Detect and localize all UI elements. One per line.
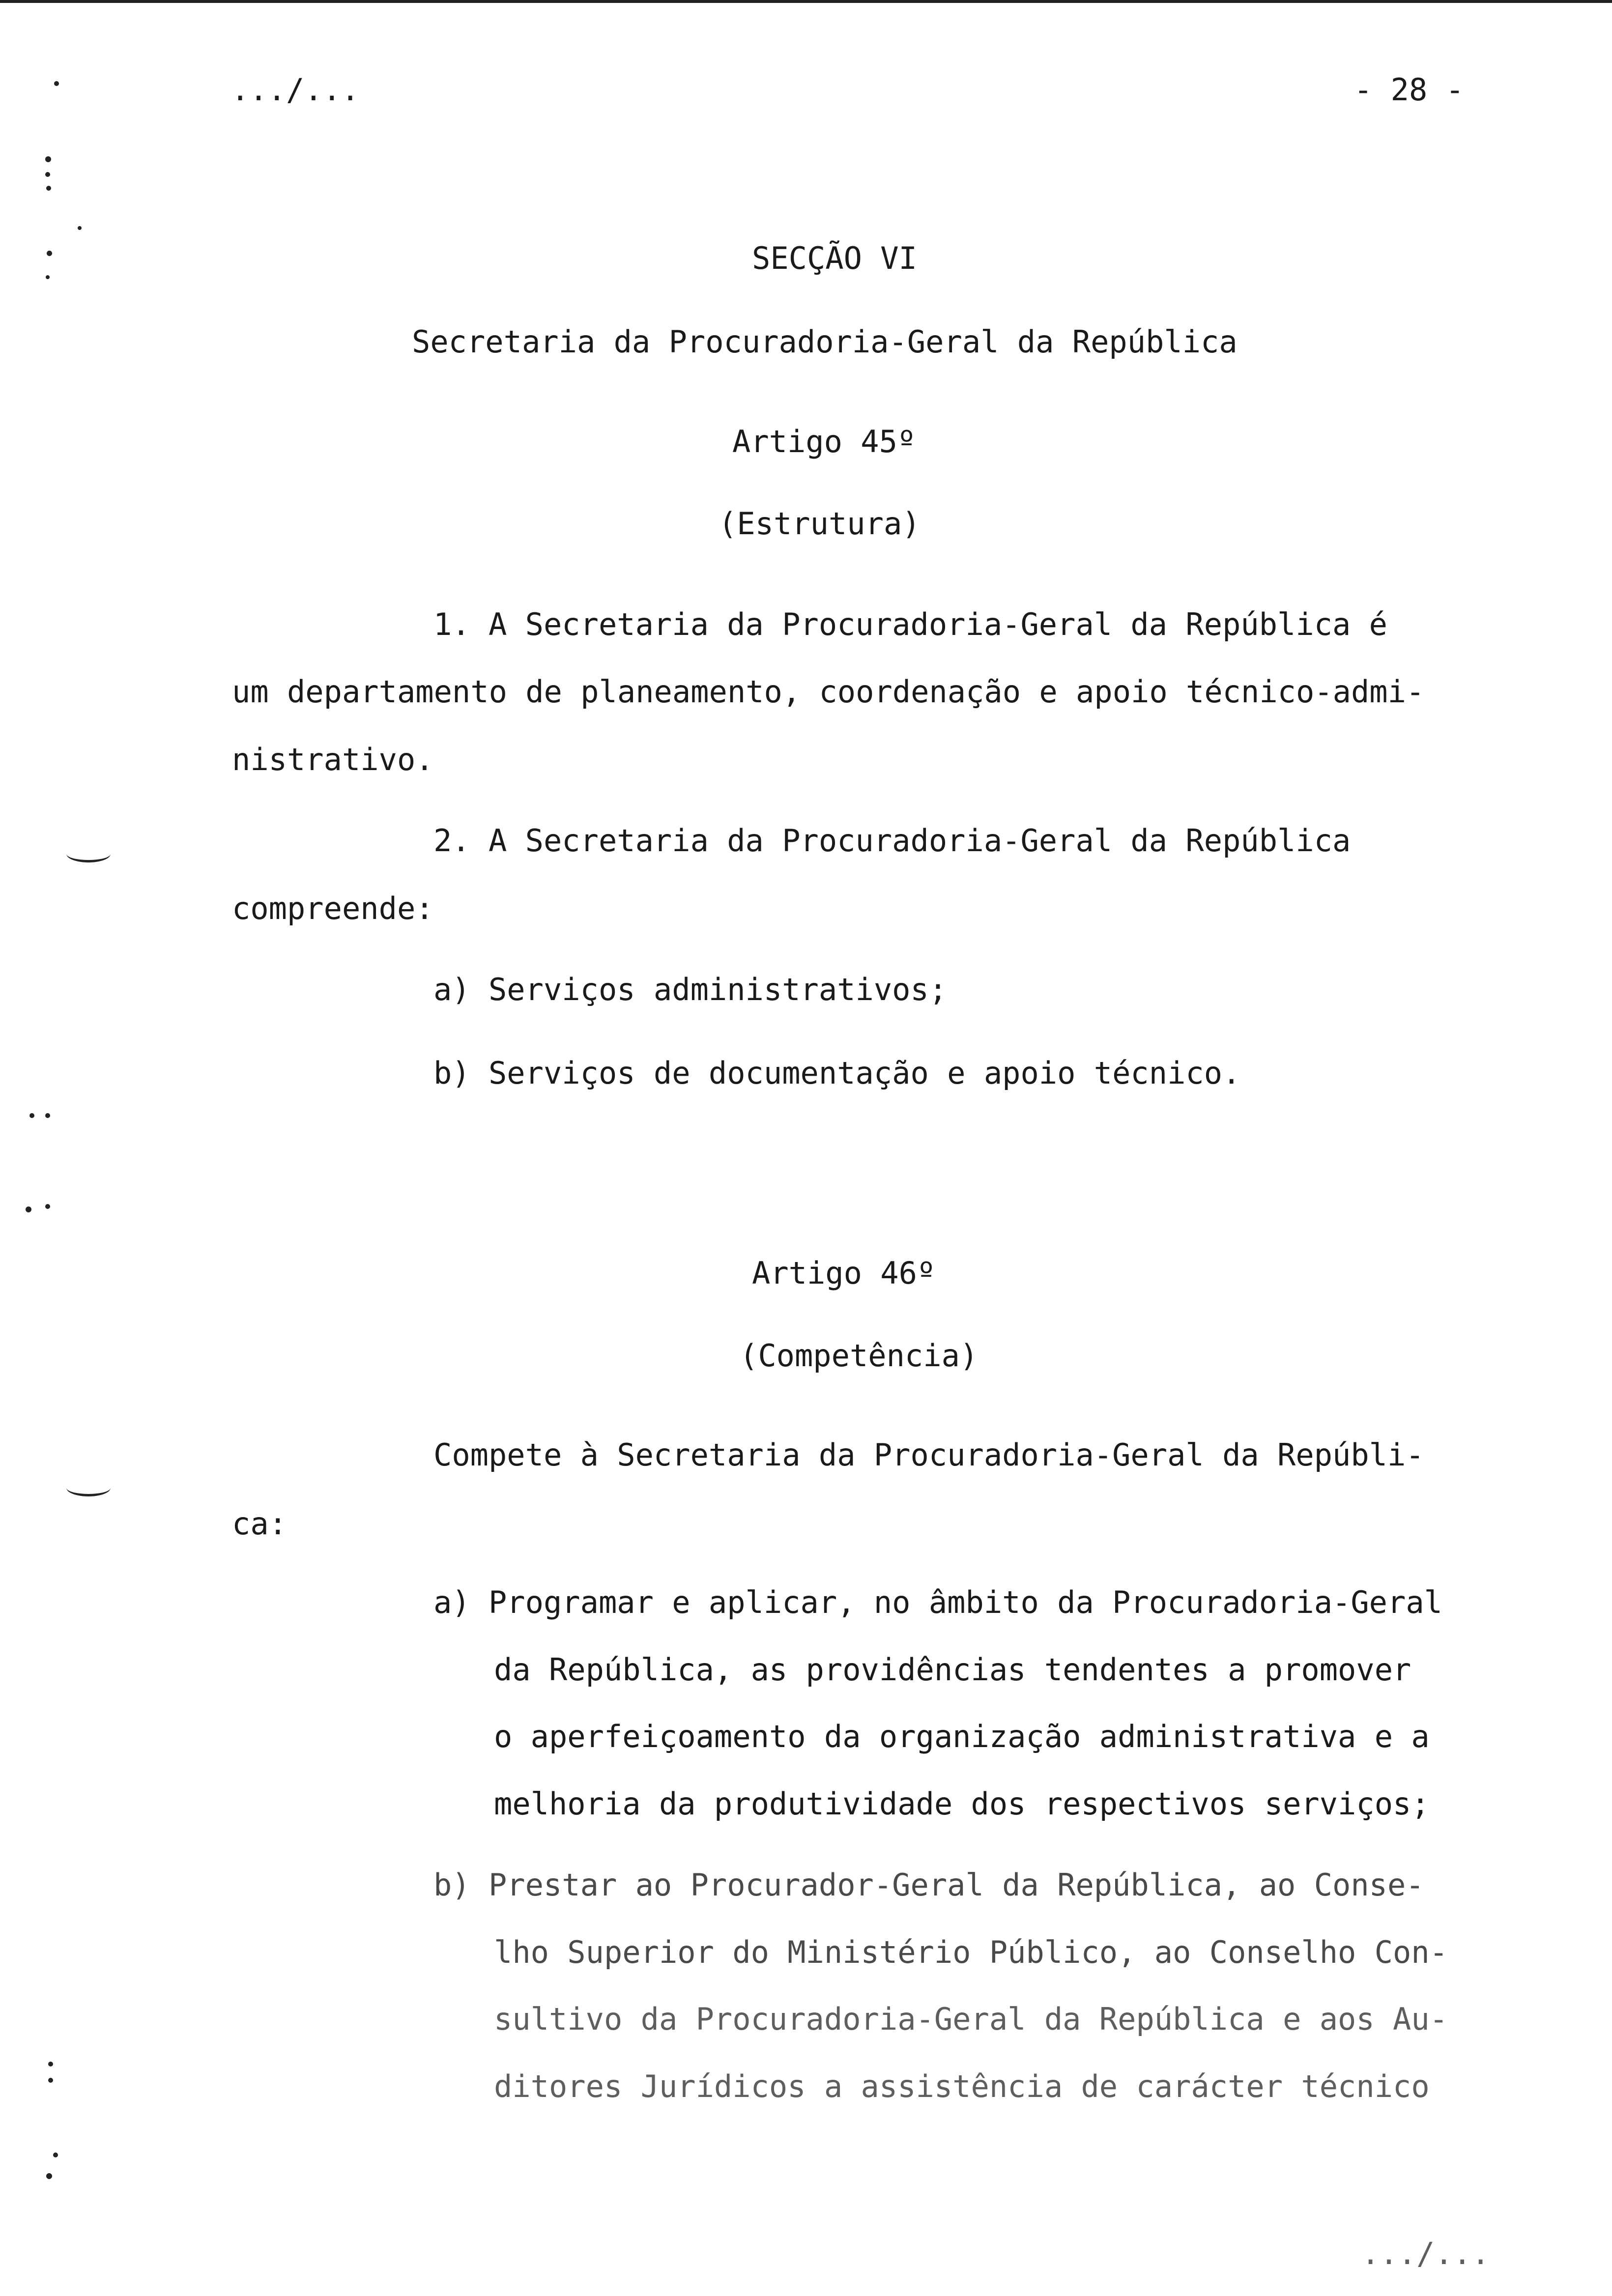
article-45-paragraph-1-line: um departamento de planeamento, coordenação e apoio técnico-admi- [232, 674, 1425, 710]
page-number: - 28 - [1354, 72, 1464, 108]
top-border-line [0, 0, 1612, 3]
scan-speck [26, 1206, 31, 1212]
margin-mark [66, 845, 111, 862]
margin-mark [66, 1479, 111, 1496]
article-45-heading: Artigo 45º [732, 424, 916, 459]
article-46-item-a-line: da República, as providências tendentes a promover [494, 1652, 1411, 1688]
article-45-item-b: b) Serviços de documentação e apoio técnico. [433, 1055, 1241, 1091]
article-46-item-b-line: lho Superior do Ministério Público, ao Conselho Con- [494, 1934, 1448, 1970]
article-46-intro-line: ca: [232, 1506, 287, 1542]
article-46-item-a-line: melhoria da produtividade dos respectivos serviços; [494, 1786, 1430, 1822]
scan-speck [48, 2062, 53, 2066]
scan-speck [53, 2152, 58, 2157]
continuation-mark-bottom: .../... [1361, 2236, 1490, 2271]
article-45-item-a: a) Serviços administrativos; [433, 972, 948, 1007]
scan-speck [29, 1113, 34, 1118]
article-46-intro-line: Compete à Secretaria da Procuradoria-Geral da Repúbli- [433, 1437, 1424, 1473]
article-45-paragraph-2-line: 2. A Secretaria da Procuradoria-Geral da República [433, 823, 1351, 859]
article-46-item-b-line: sultivo da Procuradoria-Geral da República e aos Au- [494, 2001, 1448, 2037]
scan-speck [46, 2173, 52, 2179]
scan-speck [78, 226, 82, 230]
article-46-caption: (Competência) [740, 1338, 979, 1374]
scan-speck [45, 156, 51, 162]
scan-speck [46, 275, 50, 279]
article-45-paragraph-1-line: nistrativo. [232, 742, 434, 777]
scan-speck [54, 81, 59, 86]
article-45-paragraph-1-line: 1. A Secretaria da Procuradoria-Geral da República é [433, 606, 1388, 642]
scan-speck [46, 186, 51, 191]
scan-speck [47, 251, 52, 256]
scan-speck [45, 1113, 50, 1118]
continuation-mark-top: .../... [231, 72, 360, 108]
section-title: SECÇÃO VI [752, 240, 917, 276]
article-45-caption: (Estrutura) [719, 506, 921, 542]
article-46-item-a-line: a) Programar e aplicar, no âmbito da Procuradoria-Geral [433, 1584, 1442, 1620]
scan-speck [48, 2078, 53, 2083]
article-46-item-b-line: ditores Jurídicos a assistência de carácter técnico [494, 2068, 1430, 2104]
section-subtitle: Secretaria da Procuradoria-Geral da República [412, 324, 1238, 360]
article-46-item-a-line: o aperfeiçoamento da organização administrativa e a [494, 1719, 1430, 1754]
article-46-item-b-line: b) Prestar ao Procurador-Geral da República, ao Conse- [433, 1867, 1424, 1903]
scan-speck [45, 172, 50, 177]
article-45-paragraph-2-line: compreende: [232, 890, 434, 926]
scan-speck [45, 1204, 50, 1209]
article-46-heading: Artigo 46º [752, 1255, 936, 1291]
